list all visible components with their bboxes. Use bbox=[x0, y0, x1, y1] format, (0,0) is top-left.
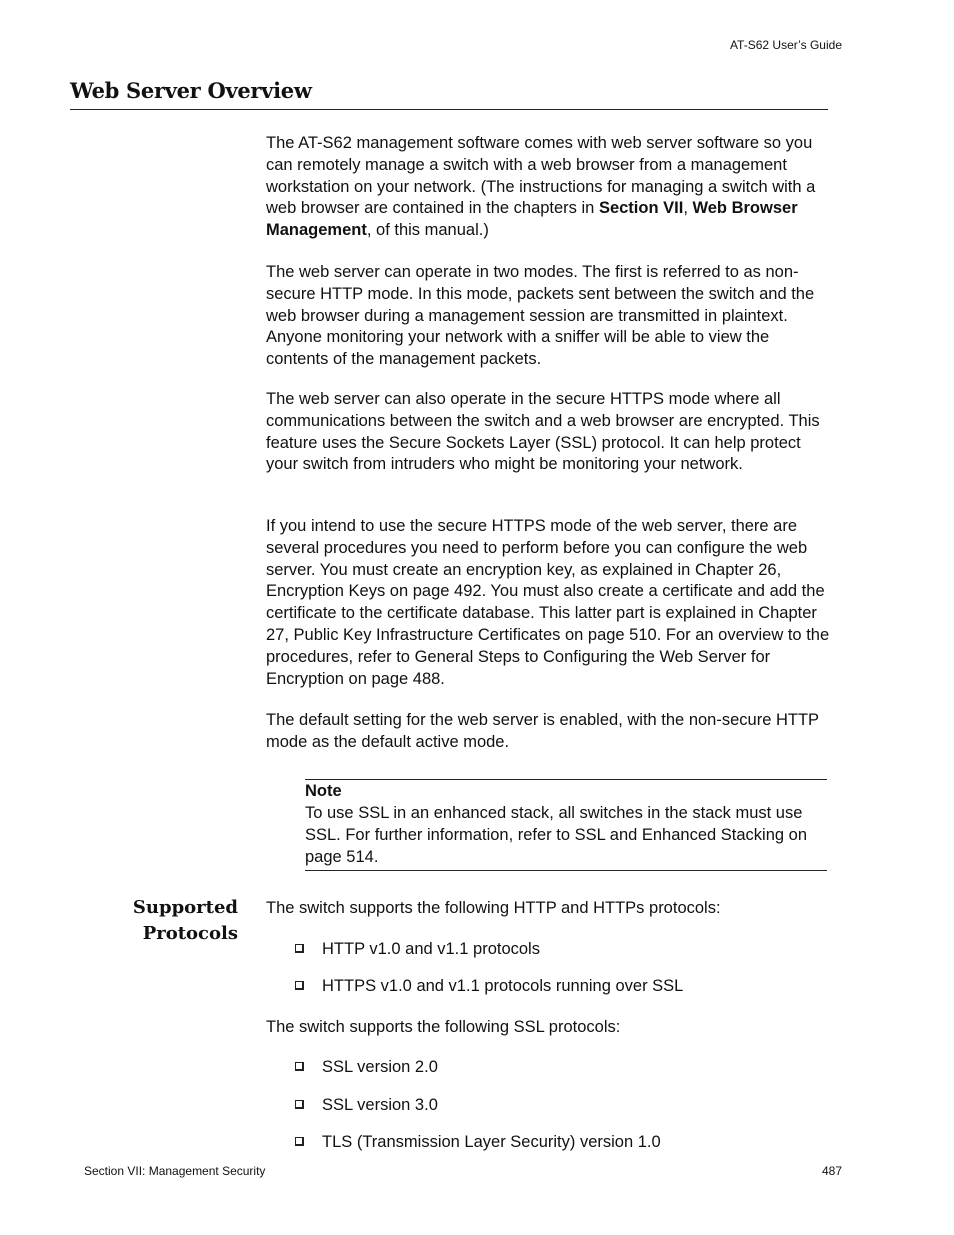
list-item: HTTPS v1.0 and v1.1 protocols running over SSL bbox=[295, 975, 683, 997]
note-text: To use SSL in an enhanced stack, all switches in the stack must use SSL. For further information, refer to SSL and Enhanced Stacking on page 514. bbox=[305, 804, 808, 866]
checkbox-bullet-icon bbox=[295, 1062, 304, 1071]
paragraph-intro: The AT-S62 management software comes with web server software so you can remotely manage a switch with a web browser from a management workstation on your network. (The instructions for managing a switch with a web browser are contained in the chapters in Section VII, Web Browser Management, of this manual.) bbox=[266, 134, 816, 240]
list-item: SSL version 2.0 bbox=[295, 1056, 438, 1078]
checkbox-bullet-icon bbox=[295, 944, 304, 953]
checkbox-bullet-icon bbox=[295, 1100, 304, 1109]
paragraph-https-setup: If you intend to use the secure HTTPS mode of the web server, there are several procedures you need to perform before you can configure the web server. You must create an encryption key, as explained in Chapter 26, Encryption Keys on page 492. You must also create a certificate and add the certificate to the certificate database. This latter part is explained in Chapter 27, Public Key Infrastructure Certificates on page 510. For an overview to the procedures, refer to General Steps to Configuring the Web Server for Encryption on page 488. bbox=[266, 517, 830, 688]
list-item: HTTP v1.0 and v1.1 protocols bbox=[295, 938, 540, 960]
footer-section: Section VII: Management Security bbox=[84, 1164, 266, 1178]
running-header: AT-S62 User’s Guide bbox=[729, 38, 842, 52]
ssl-intro: The switch supports the following SSL protocols: bbox=[266, 1018, 621, 1036]
page-number: 487 bbox=[821, 1164, 842, 1178]
paragraph-default-setting: The default setting for the web server is enabled, with the non-secure HTTP mode as the default active mode. bbox=[266, 711, 819, 751]
list-item: TLS (Transmission Layer Security) version 1.0 bbox=[295, 1131, 661, 1153]
list-item: SSL version 3.0 bbox=[295, 1094, 438, 1116]
note-box bbox=[305, 779, 827, 871]
paragraph-https-mode: The web server can also operate in the secure HTTPS mode where all communications between the switch and a web browser are encrypted. This feature uses the Secure Sockets Layer (SSL) protocol. It can help protect your switch from intruders who might be monitoring your network. bbox=[266, 390, 820, 474]
checkbox-bullet-icon bbox=[295, 981, 304, 990]
subsection-heading: Supported Protocols bbox=[132, 897, 238, 944]
note-heading: Note bbox=[305, 782, 342, 800]
paragraph-http-mode: The web server can operate in two modes. The first is referred to as non-secure HTTP mode. In this mode, packets sent between the switch and the web browser during a management session are transmitted in plaintext. Anyone monitoring your network with a sniffer will be able to view the contents of the management packets. bbox=[266, 263, 815, 369]
http-intro: The switch supports the following HTTP and HTTPs protocols: bbox=[266, 899, 721, 917]
chapter-ref: Web Browser Management bbox=[266, 199, 798, 240]
section-title: Web Server Overview bbox=[70, 78, 312, 103]
section-ref: Section VII bbox=[598, 199, 684, 218]
title-rule bbox=[70, 109, 828, 110]
checkbox-bullet-icon bbox=[295, 1137, 304, 1146]
